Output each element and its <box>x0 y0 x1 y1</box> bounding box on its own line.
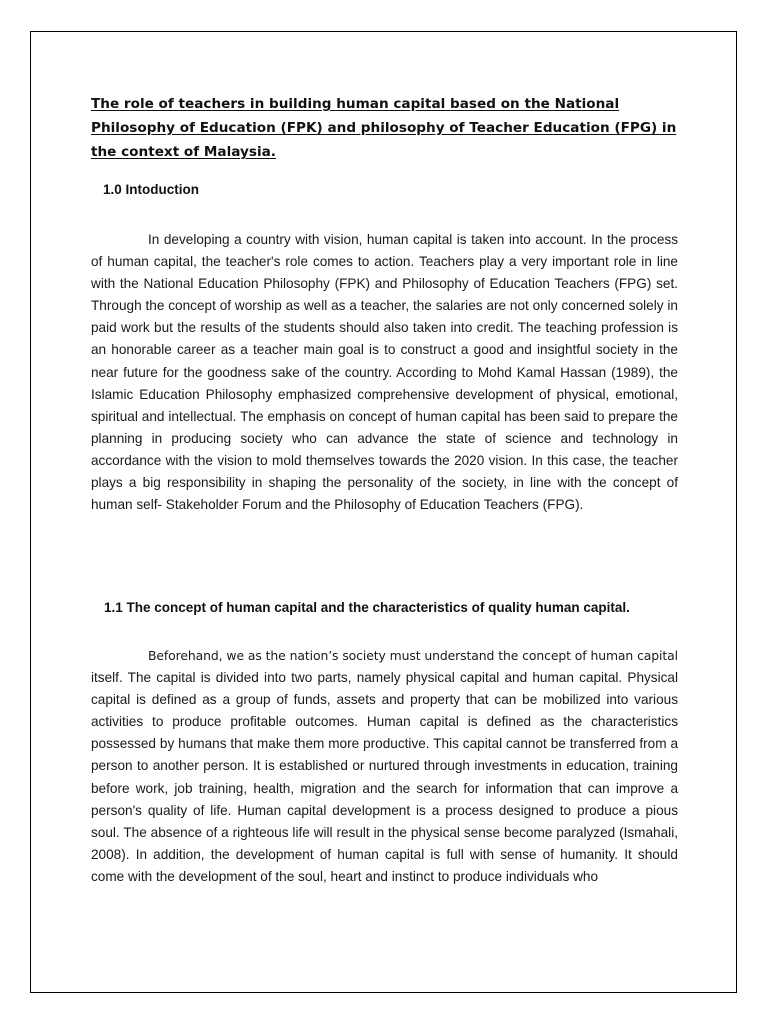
document-title: The role of teachers in building human capital based on the National Philosophy of Education (FPK) and philosophy of Teacher Education (FPG) in the context of Malaysia. <box>91 96 677 160</box>
introduction-paragraph: In developing a country with vision, human capital is taken into account. In the process of human capital, the teacher's role comes to action. Teachers play a very important role in line with the National Education Philosophy (FPK) and Philosophy of Education Teachers (FPG) set. Through the concept of worship as well as a teacher, the salaries are not only concerned solely in paid work but the results of the students should also taken into credit. The teaching profession is an honorable career as a teacher main goal is to construct a good and insightful society in the near future for the goodness sake of the country. According to Mohd Kamal Hassan (1989), the Islamic Education Philosophy emphasized comprehensive development of physical, emotional, spiritual and intellectual. The emphasis on concept of human capital has been said to prepare the planning in producing society who can advance the state of science and technology in accordance with the vision to mold themselves towards the 2020 vision. In this case, the teacher plays a big responsibility in shaping the personality of the society, in line with the concept of human self- Stakeholder Forum and the Philosophy of Education Teachers (FPG). <box>91 232 678 513</box>
human-capital-paragraph-rest: itself. The capital is divided into two parts, namely physical capital and human capital. Physical capital is defined as a group of funds, assets and property that can be mobilized into various activities to produce profitable outcomes. Human capital is defined as the characteristics possessed by humans that make them more productive. This capital cannot be transferred from a person to another person. It is established or nurtured through investments in education, training before work, job training, health, migration and the search for information that can improve a person's quality of life. Human capital development is a process designed to produce a pious soul. The absence of a righteous life will result in the physical sense become paralyzed (Ismahali, 2008). In addition, the development of human capital is full with sense of humanity. It should come with the development of the soul, heart and instinct to produce individuals who <box>91 670 678 884</box>
section-heading-human-capital: 1.1 The concept of human capital and the characteristics of quality human capital. <box>104 600 630 615</box>
human-capital-paragraph <box>91 645 678 888</box>
section-heading-introduction: 1.0 Intoduction <box>103 182 199 197</box>
human-capital-paragraph-lead: Beforehand, we as the nation’s society must understand the concept of human capital <box>148 648 678 663</box>
